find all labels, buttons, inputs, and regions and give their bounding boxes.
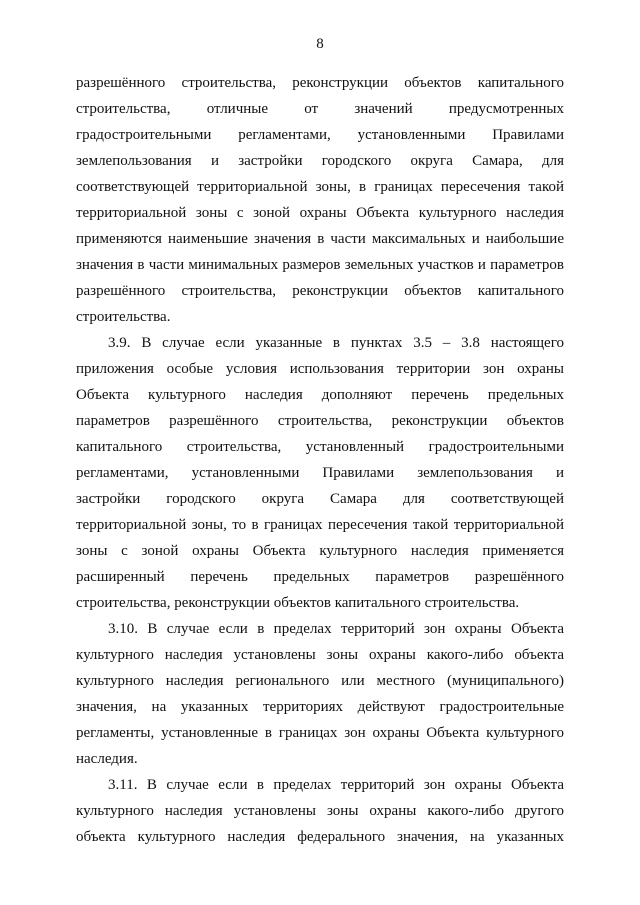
text-line: 3.10. В случае если в пределах территорий зон охраны Объекта — [108, 621, 564, 637]
text-line: разрешённого строительства, реконструкции объектов капитального — [76, 283, 564, 299]
text-line: градостроительными регламентами, установленными Правилами — [76, 127, 564, 143]
text-line: регламентами, установленными Правилами землепользования и — [76, 465, 564, 481]
text-line: разрешённого строительства, реконструкции объектов капитального — [76, 75, 564, 91]
text-line: строительства. — [76, 309, 171, 325]
text-line: 3.9. В случае если указанные в пунктах 3.5 – 3.8 настоящего — [108, 335, 564, 351]
text-line: значения в части минимальных размеров земельных участков и параметров — [76, 257, 564, 273]
text-line: 3.11. В случае если в пределах территорий зон охраны Объекта — [108, 777, 564, 793]
text-line: землепользования и застройки городского округа Самара, для — [76, 153, 564, 169]
text-line: территориальной зоны, то в границах пересечения такой территориальной — [76, 517, 564, 533]
text-line: параметров разрешённого строительства, реконструкции объектов — [76, 413, 564, 429]
text-line: культурного наследия установлены зоны охраны какого-либо другого — [76, 803, 564, 819]
text-line: значения, на указанных территориях действуют градостроительные — [76, 699, 564, 715]
text-line: застройки городского округа Самара для соответствующей — [76, 491, 564, 507]
body-text — [76, 70, 564, 850]
text-line: строительства, отличные от значений предусмотренных — [76, 101, 564, 117]
page-number: 8 — [316, 36, 324, 52]
text-line: зоны с зоной охраны Объекта культурного наследия применяется — [76, 543, 564, 559]
text-line: Объекта культурного наследия дополняют перечень предельных — [76, 387, 564, 403]
text-line: капитального строительства, установленный градостроительными — [76, 439, 564, 455]
text-line: объекта культурного наследия федерального значения, на указанных — [76, 829, 564, 845]
text-line: соответствующей территориальной зоны, в границах пересечения такой — [76, 179, 564, 195]
text-line: культурного наследия установлены зоны охраны какого-либо объекта — [76, 647, 564, 663]
text-line: строительства, реконструкции объектов капитального строительства. — [76, 595, 520, 611]
text-line: регламенты, установленные в границах зон охраны Объекта культурного — [76, 725, 564, 741]
text-line: культурного наследия регионального или местного (муниципального) — [76, 673, 564, 689]
text-line: территориальной зоны с зоной охраны Объекта культурного наследия — [76, 205, 564, 221]
text-line: наследия. — [76, 751, 138, 767]
text-line: применяются наименьшие значения в части максимальных и наибольшие — [76, 231, 564, 247]
text-line: приложения особые условия использования территории зон охраны — [76, 361, 564, 377]
text-line: расширенный перечень предельных параметров разрешённого — [76, 569, 564, 585]
